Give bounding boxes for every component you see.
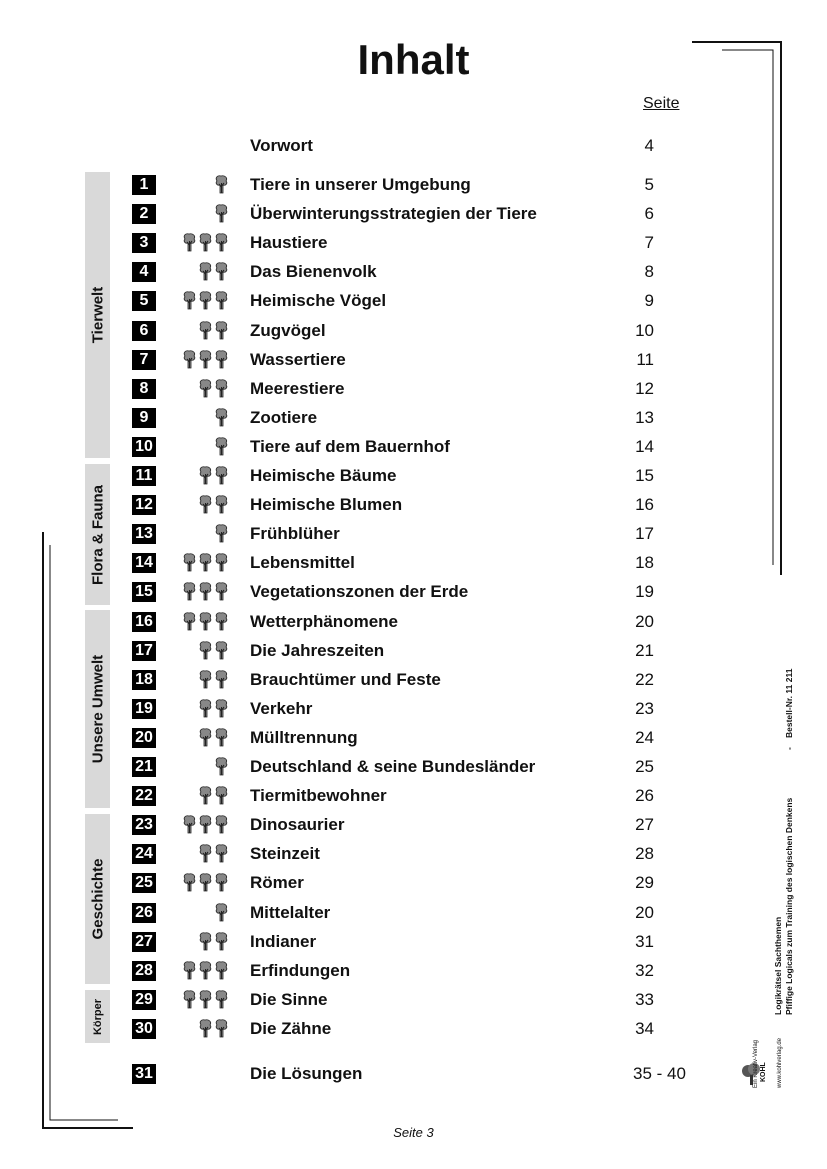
tree-icon xyxy=(214,580,229,604)
toc-page: 23 xyxy=(635,698,654,718)
tree-icon xyxy=(182,988,197,1012)
toc-number-badge: 5 xyxy=(132,291,156,311)
toc-number-badge: 13 xyxy=(132,524,156,544)
difficulty-trees xyxy=(214,406,229,430)
toc-page: 31 xyxy=(635,931,654,951)
toc-row xyxy=(0,697,827,723)
tree-icon xyxy=(198,930,213,954)
toc-number-badge: 2 xyxy=(132,204,156,224)
toc-page: 12 xyxy=(635,378,654,398)
tree-icon xyxy=(214,173,229,197)
tree-icon xyxy=(214,289,229,313)
toc-label: Meerestiere xyxy=(250,378,345,398)
tree-icon xyxy=(198,726,213,750)
logo-name: KOHL xyxy=(760,1062,767,1082)
difficulty-trees xyxy=(182,551,229,575)
toc-row xyxy=(0,813,827,839)
difficulty-trees xyxy=(198,639,229,663)
toc-number-badge: 11 xyxy=(132,466,156,486)
difficulty-trees xyxy=(182,231,229,255)
toc-page: 17 xyxy=(635,524,654,544)
toc-label: Indianer xyxy=(250,931,317,951)
tree-icon xyxy=(214,901,229,925)
tree-icon xyxy=(198,871,213,895)
toc-label: Mülltrennung xyxy=(250,727,358,747)
toc-row xyxy=(0,202,827,228)
toc-label: Heimische Vögel xyxy=(250,291,387,311)
difficulty-trees xyxy=(214,202,229,226)
toc-label: Wassertiere xyxy=(250,349,346,369)
tree-icon xyxy=(198,377,213,401)
toc-row xyxy=(0,377,827,403)
toc-number-badge: 14 xyxy=(132,553,156,573)
toc-page: 32 xyxy=(635,960,654,980)
toc-row xyxy=(0,901,827,927)
toc-page: 10 xyxy=(635,320,654,340)
toc-label: Brauchtümer und Feste xyxy=(250,669,441,689)
category-tierwelt: Tierwelt xyxy=(85,172,110,458)
toc-label: Überwinterungsstrategien der Tiere xyxy=(250,204,537,224)
toc-label: Tiermitbewohner xyxy=(250,786,387,806)
toc-label: Verkehr xyxy=(250,698,313,718)
side-subtitle: Pfiffige Logicals zum Training des logischen Denkens xyxy=(784,797,794,1015)
toc-page: 5 xyxy=(644,175,654,194)
tree-icon xyxy=(214,930,229,954)
toc-label: Vegetationszonen der Erde xyxy=(250,582,469,602)
toc-label: Tiere in unserer Umgebung xyxy=(250,175,471,194)
toc-page: 22 xyxy=(635,669,654,689)
toc-page: 7 xyxy=(644,233,654,253)
toc-number-badge: 17 xyxy=(132,641,156,661)
toc-label: Tiere auf dem Bauernhof xyxy=(250,436,450,456)
tree-icon xyxy=(198,260,213,284)
toc-page: 8 xyxy=(644,262,654,282)
toc-number-badge: 29 xyxy=(132,990,156,1010)
tree-icon xyxy=(182,551,197,575)
tree-icon xyxy=(214,784,229,808)
difficulty-trees xyxy=(198,930,229,954)
toc-number-badge: 23 xyxy=(132,815,156,835)
difficulty-trees xyxy=(182,988,229,1012)
difficulty-trees xyxy=(214,173,229,197)
toc-row xyxy=(0,784,827,810)
toc-label: Haustiere xyxy=(250,233,328,253)
tree-icon xyxy=(198,610,213,634)
category-geschichte: Geschichte xyxy=(85,814,110,984)
page-footer: Seite 3 xyxy=(393,1125,434,1140)
toc-number-badge: 26 xyxy=(132,903,156,923)
tree-icon xyxy=(198,231,213,255)
difficulty-trees xyxy=(182,871,229,895)
toc-label: Heimische Bäume xyxy=(250,466,397,485)
toc-number-badge: 7 xyxy=(132,350,156,370)
tree-icon xyxy=(214,260,229,284)
toc-label: Mittelalter xyxy=(250,902,331,922)
tree-icon xyxy=(214,231,229,255)
tree-icon xyxy=(214,348,229,372)
tree-icon xyxy=(214,1017,229,1041)
tree-icon xyxy=(214,377,229,401)
tree-icon xyxy=(198,959,213,983)
toc-row xyxy=(0,464,827,490)
tree-icon xyxy=(198,580,213,604)
tree-icon xyxy=(182,813,197,837)
difficulty-trees xyxy=(182,959,229,983)
tree-icon xyxy=(182,348,197,372)
toc-page: 26 xyxy=(635,786,654,806)
side-separator: - xyxy=(784,747,794,750)
toc-page: 18 xyxy=(635,553,654,573)
toc-number-badge: 16 xyxy=(132,612,156,632)
toc-row xyxy=(0,726,827,752)
toc-label: Lebensmittel xyxy=(250,553,355,573)
toc-label: Frühblüher xyxy=(250,524,340,544)
tree-icon xyxy=(198,493,213,517)
toc-number-badge: 28 xyxy=(132,961,156,981)
toc-label: Zugvögel xyxy=(250,320,326,340)
toc-number-badge: 10 xyxy=(132,437,156,457)
tree-icon xyxy=(214,668,229,692)
tree-icon xyxy=(214,697,229,721)
toc-page: 16 xyxy=(635,495,654,515)
toc-page: 34 xyxy=(635,1018,654,1038)
toc-number-badge: 1 xyxy=(132,175,156,195)
toc-page: 13 xyxy=(635,407,654,427)
toc-row xyxy=(0,551,827,577)
toc-row xyxy=(0,871,827,897)
toc-number-badge: 31 xyxy=(132,1064,156,1084)
toc-row xyxy=(0,1017,827,1043)
toc-row xyxy=(0,173,827,199)
toc-label: Vorwort xyxy=(250,136,313,155)
toc-row xyxy=(0,639,827,665)
tree-icon xyxy=(182,289,197,313)
difficulty-trees xyxy=(198,784,229,808)
toc-page: 27 xyxy=(635,815,654,835)
toc-number-badge: 8 xyxy=(132,379,156,399)
publisher-logo xyxy=(740,1020,783,1090)
difficulty-trees xyxy=(182,289,229,313)
tree-icon xyxy=(214,551,229,575)
toc-page: 19 xyxy=(635,582,654,602)
toc-number-badge: 3 xyxy=(132,233,156,253)
toc-label: Die Sinne xyxy=(250,989,328,1009)
tree-icon xyxy=(214,755,229,779)
toc-number-badge: 4 xyxy=(132,262,156,282)
tree-icon xyxy=(198,988,213,1012)
toc-label: Die Lösungen xyxy=(250,1064,363,1083)
tree-icon xyxy=(198,813,213,837)
tree-icon xyxy=(182,580,197,604)
tree-icon xyxy=(198,348,213,372)
difficulty-trees xyxy=(198,377,229,401)
toc-row xyxy=(0,930,827,956)
tree-icon xyxy=(198,842,213,866)
side-order-number: Bestell-Nr. 11 211 xyxy=(784,668,794,738)
toc-label: Zootiere xyxy=(250,407,318,427)
toc-number-badge: 12 xyxy=(132,495,156,515)
toc-label: Heimische Blumen xyxy=(250,495,403,515)
tree-icon xyxy=(214,842,229,866)
toc-page: 9 xyxy=(644,291,654,311)
toc-label: Das Bienenvolk xyxy=(250,262,377,282)
category-flora-fauna: Flora & Fauna xyxy=(85,464,110,605)
toc-page: 33 xyxy=(635,989,654,1009)
tree-icon xyxy=(198,668,213,692)
difficulty-trees xyxy=(198,260,229,284)
toc-number-badge: 27 xyxy=(132,932,156,952)
toc-page: 6 xyxy=(644,204,654,224)
toc-number-badge: 19 xyxy=(132,699,156,719)
toc-page: 35 - 40 xyxy=(633,1064,686,1083)
toc-number-badge: 6 xyxy=(132,321,156,341)
toc-number-badge: 20 xyxy=(132,728,156,748)
tree-icon xyxy=(214,202,229,226)
page-title: Inhalt xyxy=(357,36,470,83)
tree-icon xyxy=(214,988,229,1012)
toc-number-badge: 22 xyxy=(132,786,156,806)
toc-row xyxy=(0,755,827,781)
difficulty-trees xyxy=(198,319,229,343)
tree-icon xyxy=(198,784,213,808)
tree-icon xyxy=(198,319,213,343)
toc-row xyxy=(0,522,827,548)
toc-row xyxy=(0,988,827,1014)
tree-icon xyxy=(198,697,213,721)
toc-page: 15 xyxy=(635,466,654,485)
toc-label: Erfindungen xyxy=(250,960,351,980)
difficulty-trees xyxy=(198,493,229,517)
toc-row xyxy=(0,289,827,315)
difficulty-trees xyxy=(182,610,229,634)
toc-page: 24 xyxy=(635,727,654,747)
toc-page: 28 xyxy=(635,844,654,864)
toc-page: 29 xyxy=(635,873,654,893)
toc-row xyxy=(0,231,827,257)
category-unsere-umwelt: Unsere Umwelt xyxy=(85,610,110,808)
difficulty-trees xyxy=(214,522,229,546)
difficulty-trees xyxy=(198,668,229,692)
toc-row xyxy=(0,493,827,519)
toc-label: Die Zähne xyxy=(250,1018,332,1038)
toc-page: 25 xyxy=(635,757,654,776)
toc-label: Dinosaurier xyxy=(250,815,345,835)
tree-icon xyxy=(182,871,197,895)
toc-label: Wetterphänomene xyxy=(250,611,398,631)
tree-icon xyxy=(182,231,197,255)
toc-row xyxy=(0,668,827,694)
difficulty-trees xyxy=(198,726,229,750)
difficulty-trees xyxy=(198,1017,229,1041)
toc-row-solutions xyxy=(0,1062,827,1088)
toc-row xyxy=(0,406,827,432)
toc-number-badge: 18 xyxy=(132,670,156,690)
tree-icon xyxy=(214,871,229,895)
toc-label: Die Jahreszeiten xyxy=(250,640,385,660)
tree-icon xyxy=(214,959,229,983)
toc-label: Deutschland & seine Bundesländer xyxy=(250,757,536,776)
tree-icon xyxy=(198,639,213,663)
tree-icon xyxy=(214,493,229,517)
tree-icon xyxy=(214,435,229,459)
toc-row-vorwort xyxy=(0,134,827,160)
difficulty-trees xyxy=(198,464,229,488)
difficulty-trees xyxy=(198,842,229,866)
tree-icon xyxy=(214,610,229,634)
toc-number-badge: 21 xyxy=(132,757,156,777)
toc-row xyxy=(0,260,827,286)
toc-row xyxy=(0,610,827,636)
toc-row xyxy=(0,319,827,345)
tree-icon xyxy=(198,551,213,575)
category-koerper: Körper xyxy=(85,990,110,1043)
toc-number-badge: 24 xyxy=(132,844,156,864)
toc-number-badge: 30 xyxy=(132,1019,156,1039)
page-column-header: Seite xyxy=(643,95,680,112)
toc-row xyxy=(0,580,827,606)
logo-url: www.kohlverlag.de xyxy=(777,1037,783,1088)
toc-label: Steinzeit xyxy=(250,844,320,864)
difficulty-trees xyxy=(198,697,229,721)
tree-icon xyxy=(182,610,197,634)
toc-page: 20 xyxy=(635,902,654,922)
tree-icon xyxy=(182,959,197,983)
difficulty-trees xyxy=(214,901,229,925)
tree-icon xyxy=(214,464,229,488)
toc-page: 14 xyxy=(635,436,654,456)
tree-icon xyxy=(214,813,229,837)
toc-row xyxy=(0,435,827,461)
difficulty-trees xyxy=(182,580,229,604)
tree-icon xyxy=(214,522,229,546)
toc-number-badge: 25 xyxy=(132,873,156,893)
logo-tagline: Ein Kreativ-Verlag xyxy=(753,1039,759,1088)
toc-row xyxy=(0,959,827,985)
toc-number-badge: 9 xyxy=(132,408,156,428)
toc-number-badge: 15 xyxy=(132,582,156,602)
difficulty-trees xyxy=(214,755,229,779)
tree-icon xyxy=(214,406,229,430)
toc-label: Römer xyxy=(250,873,304,893)
tree-icon xyxy=(198,464,213,488)
toc-row xyxy=(0,348,827,374)
toc-page: 11 xyxy=(636,349,654,369)
tree-icon xyxy=(214,726,229,750)
tree-icon xyxy=(214,319,229,343)
tree-icon xyxy=(214,639,229,663)
difficulty-trees xyxy=(182,348,229,372)
tree-icon xyxy=(198,289,213,313)
toc-row xyxy=(0,842,827,868)
tree-icon xyxy=(198,1017,213,1041)
side-title: Logikrätsel Sachthemen xyxy=(773,916,783,1015)
toc-page: 21 xyxy=(635,640,654,660)
difficulty-trees xyxy=(182,813,229,837)
toc-page: 4 xyxy=(644,136,654,155)
toc-page: 20 xyxy=(635,611,654,631)
difficulty-trees xyxy=(214,435,229,459)
